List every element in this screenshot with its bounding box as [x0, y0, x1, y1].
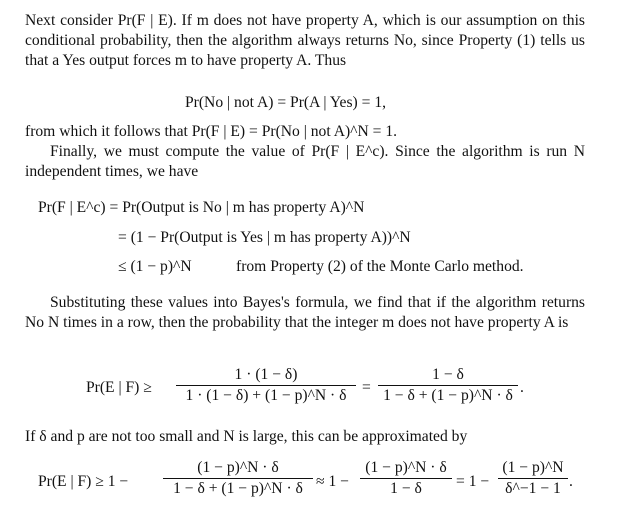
equation-no-given-not-a: Pr(No | not A) = Pr(A | Yes) = 1, [185, 94, 387, 111]
eq2-frac1-numerator: 1 · (1 − δ) [234, 366, 298, 383]
align-line-2: = (1 − Pr(Output is Yes | m has property A))^N [118, 229, 411, 246]
eq3-period: . [569, 473, 573, 490]
eq3-approx: ≈ 1 − [316, 473, 349, 490]
eq2-frac1-denominator: 1 · (1 − δ) + (1 − p)^N · δ [185, 387, 347, 404]
eq3-fraction-2 [360, 459, 452, 498]
align-line-3-left: ≤ (1 − p)^N [118, 258, 192, 275]
eq3-equals: = 1 − [456, 473, 490, 490]
eq2-lhs: Pr(E | F) ≥ [86, 379, 152, 396]
paragraph-conditional-assumption: Next consider Pr(F | E). If m does not have property A, which is our assumption on this conditional probability, then the algorithm always returns No, since Property (1) tells us that a Yes output forces m to have property A. Thus [25, 12, 585, 69]
eq3-frac3-numerator: (1 − p)^N [502, 459, 564, 476]
eq2-frac2-numerator: 1 − δ [432, 366, 464, 383]
eq3-frac2-denominator: 1 − δ [390, 480, 422, 497]
eq3-fraction-1 [163, 459, 313, 498]
eq2-fraction-2 [378, 366, 518, 405]
paragraph-follows: from which it follows that Pr(F | E) = Pr(No | not A)^N = 1. [25, 123, 398, 140]
eq3-fraction-3 [498, 459, 568, 498]
eq3-frac2-numerator: (1 − p)^N · δ [365, 459, 447, 476]
fraction-bar [378, 385, 518, 386]
paragraph-compute-complement: Finally, we must compute the value of Pr(F | E^c). Since the algorithm is run N independent times, we have [25, 143, 585, 180]
eq2-frac2-denominator: 1 − δ + (1 − p)^N · δ [383, 387, 513, 404]
fraction-bar [360, 478, 452, 479]
align-line-1: Pr(F | E^c) = Pr(Output is No | m has property A)^N [38, 199, 365, 216]
fraction-bar [176, 385, 356, 386]
align-line-3-right: from Property (2) of the Monte Carlo method. [236, 258, 524, 275]
eq3-frac1-denominator: 1 − δ + (1 − p)^N · δ [173, 480, 303, 497]
eq3-lhs: Pr(E | F) ≥ 1 − [38, 473, 129, 490]
eq2-period: . [520, 379, 524, 396]
fraction-bar [498, 478, 568, 479]
fraction-bar [163, 478, 313, 479]
eq2-equals: = [362, 379, 371, 396]
eq3-frac1-numerator: (1 − p)^N · δ [197, 459, 279, 476]
paragraph-approximation: If δ and p are not too small and N is large, this can be approximated by [25, 428, 468, 445]
eq3-frac3-denominator: δ^−1 − 1 [505, 480, 561, 497]
paragraph-bayes: Substituting these values into Bayes's formula, we find that if the algorithm returns No N times in a row, then the probability that the integer m does not have property A is [25, 294, 585, 331]
eq2-fraction-1 [176, 366, 356, 405]
